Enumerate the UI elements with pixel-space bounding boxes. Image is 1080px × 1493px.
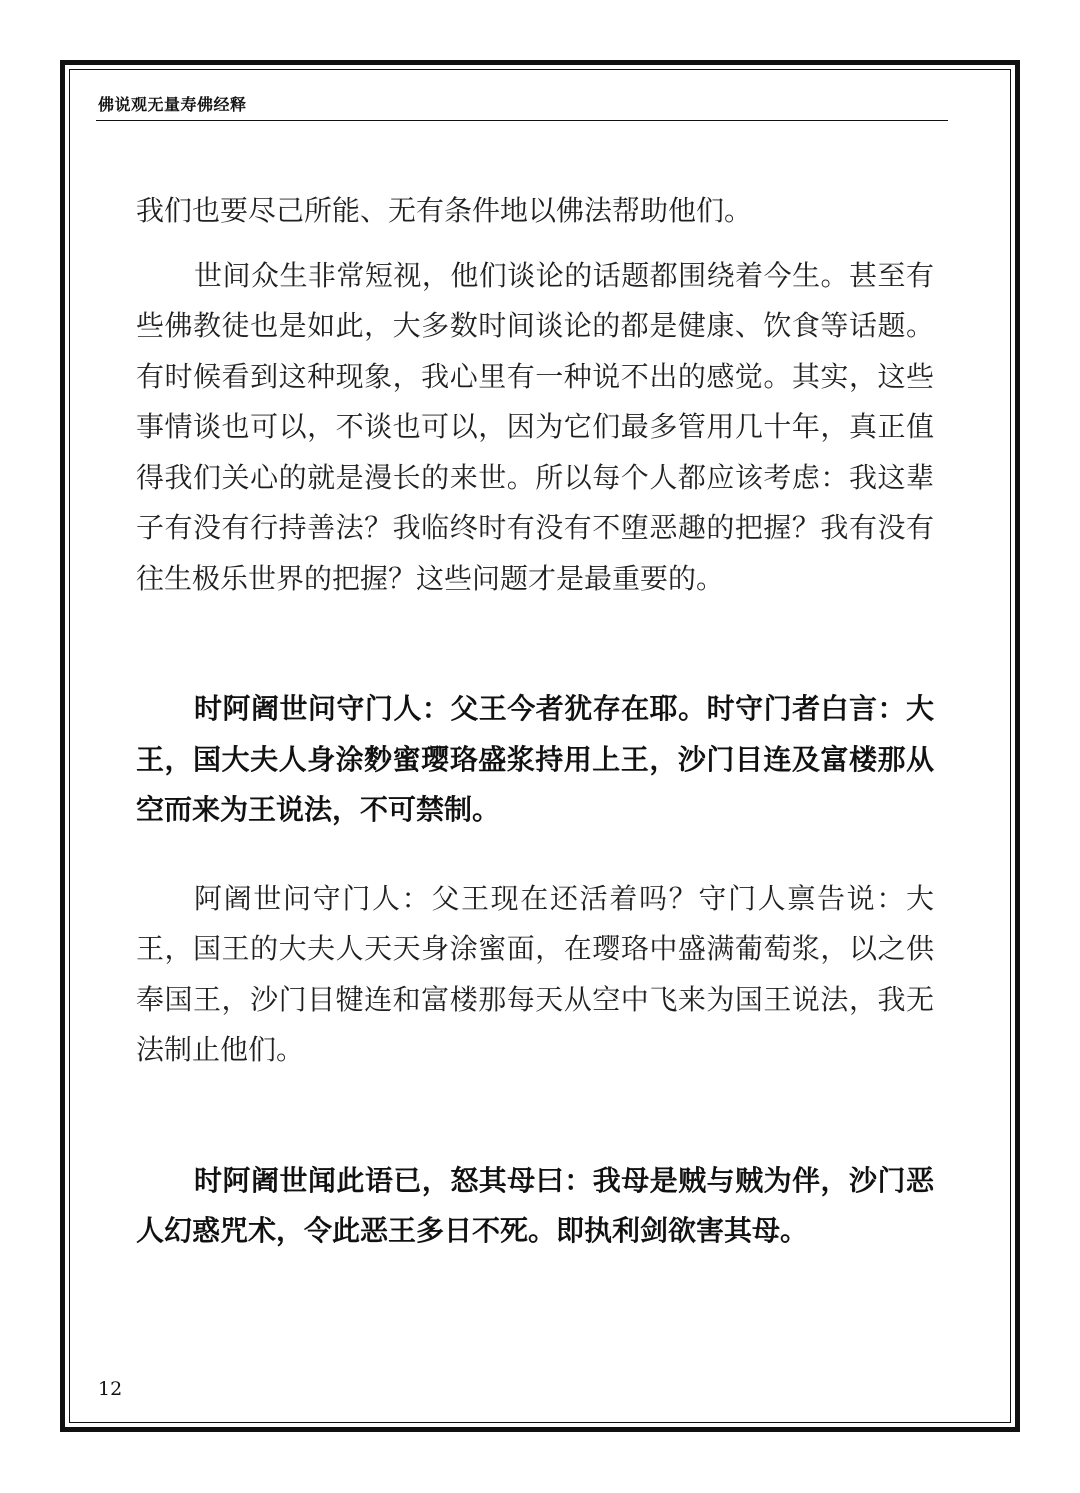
paragraph-commentary: 世间众生非常短视，他们谈论的话题都围绕着今生。甚至有些佛教徒也是如此，大多数时间谈论的都是健康、饮食等话题。有时候看到这种现象，我心里有一种说不出的感觉。其实，这些事情谈也可以，不谈也可以，因为它们最多管用几十年，真正值得我们关心的就是漫长的来世。所以每个人都应该考虑：我这辈子有没有行持善法？我临终时有没有不堕恶趣的把握？我有没有往生极乐世界的把握？这些问题才是最重要的。 <box>136 258 934 595</box>
sutra-quote: 时阿阇世问守门人：父王今者犹存在耶。时守门者白言：大王，国大夫人身涂麨蜜璎珞盛浆持用上王，沙门目连及富楼那从空而来为王说法，不可禁制。 <box>136 692 934 826</box>
running-header-title: 佛说观无量寿佛经释 <box>98 95 247 114</box>
paragraph-translation: 阿阇世问守门人：父王现在还活着吗？守门人禀告说：大王，国王的大夫人天天身涂蜜面，在璎珞中盛满葡萄浆，以之供奉国王，沙门目犍连和富楼那每天从空中飞来为国王说法，我无法制止他们。 <box>136 881 934 1066</box>
sutra-quote: 时阿阇世闻此语已，怒其母曰：我母是贼与贼为伴，沙门恶人幻惑咒术，令此恶王多日不死。即执利剑欲害其母。 <box>136 1163 934 1247</box>
paragraph-continuation: 我们也要尽己所能、无有条件地以佛法帮助他们。 <box>136 194 753 227</box>
page-body <box>136 186 934 1257</box>
page-number: 12 <box>98 1378 123 1400</box>
header-rule <box>96 120 948 121</box>
